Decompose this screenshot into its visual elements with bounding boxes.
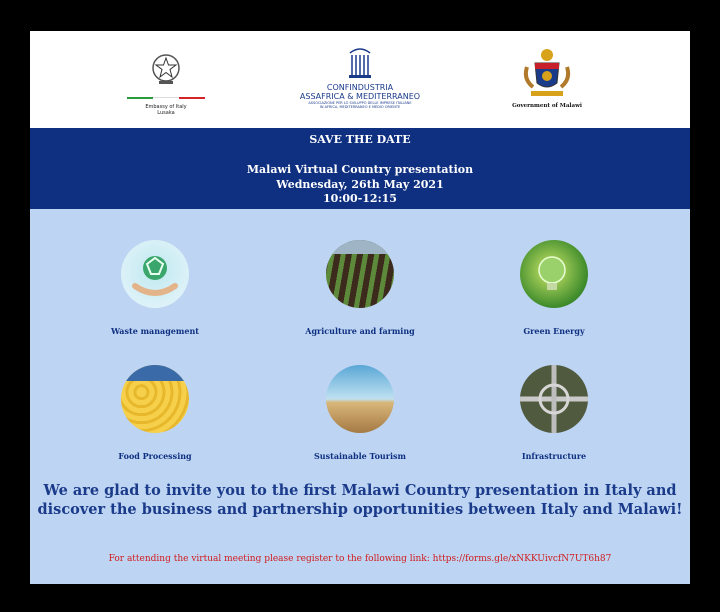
confindustria-logo <box>280 47 440 109</box>
confindustria-tagline-2: IN AFRICA, MEDITERRANEO E MEDIO ORIENTE <box>319 105 401 109</box>
italy-embassy-line2: Lusaka <box>157 110 175 116</box>
event-time: 10:00-12:15 <box>323 192 397 205</box>
topic-label: Agriculture and farming <box>305 326 415 336</box>
topic-waste-management <box>65 240 245 336</box>
topic-sustainable-tourism <box>270 365 450 461</box>
topic-label: Waste management <box>111 326 199 336</box>
green-bulb-icon <box>520 240 588 308</box>
corn-kernels-icon <box>121 365 189 433</box>
topic-green-energy <box>464 240 644 336</box>
malawi-coat-of-arms-icon <box>521 47 573 99</box>
italy-embassy-logo <box>125 53 207 116</box>
topic-label: Infrastructure <box>521 451 587 461</box>
invitation-card <box>30 31 690 584</box>
topic-infrastructure <box>464 365 644 461</box>
malawi-government-label: Government of Malawi <box>512 103 582 109</box>
highway-interchange-icon <box>520 365 588 433</box>
malawi-government-logo <box>502 47 592 109</box>
confindustria-subtitle: ASSAFRICA & MEDITERRANEO <box>299 92 421 101</box>
save-the-date-banner <box>30 128 690 209</box>
logo-header <box>30 31 690 128</box>
italy-embassy-line1: Embassy of Italy <box>145 104 187 110</box>
italy-emblem-icon <box>151 53 181 87</box>
crop-field-icon <box>326 240 394 308</box>
invitation-message <box>30 481 690 519</box>
event-date: Wednesday, 26th May 2021 <box>276 178 444 191</box>
italian-flag-stripe <box>125 97 207 100</box>
landscape-icon <box>326 365 394 433</box>
topic-agriculture <box>270 240 450 336</box>
recycle-globe-icon <box>121 240 189 308</box>
confindustria-column-icon <box>346 47 374 79</box>
invitation-line-1: We are glad to invite you to the first Malawi Country presentation in Italy and <box>43 482 677 499</box>
topic-label: Sustainable Tourism <box>314 451 406 461</box>
topic-label: Green Energy <box>523 326 585 336</box>
invitation-line-2: discover the business and partnership opportunities between Italy and Malawi! <box>37 501 683 518</box>
confindustria-tagline-1: ASSOCIAZIONE PER LO SVILUPPO DELLE IMPRESE ITALIANE <box>308 101 412 105</box>
confindustria-title: CONFINDUSTRIA <box>326 83 394 92</box>
event-title: Malawi Virtual Country presentation <box>246 163 474 176</box>
topic-food-processing <box>65 365 245 461</box>
topic-label: Food Processing <box>118 451 192 461</box>
registration-link-text[interactable]: For attending the virtual meeting please register to the following link: https://forms.gle/xNKKUivcfN7UT6h87 <box>108 554 612 564</box>
save-the-date-heading: SAVE THE DATE <box>309 133 411 146</box>
